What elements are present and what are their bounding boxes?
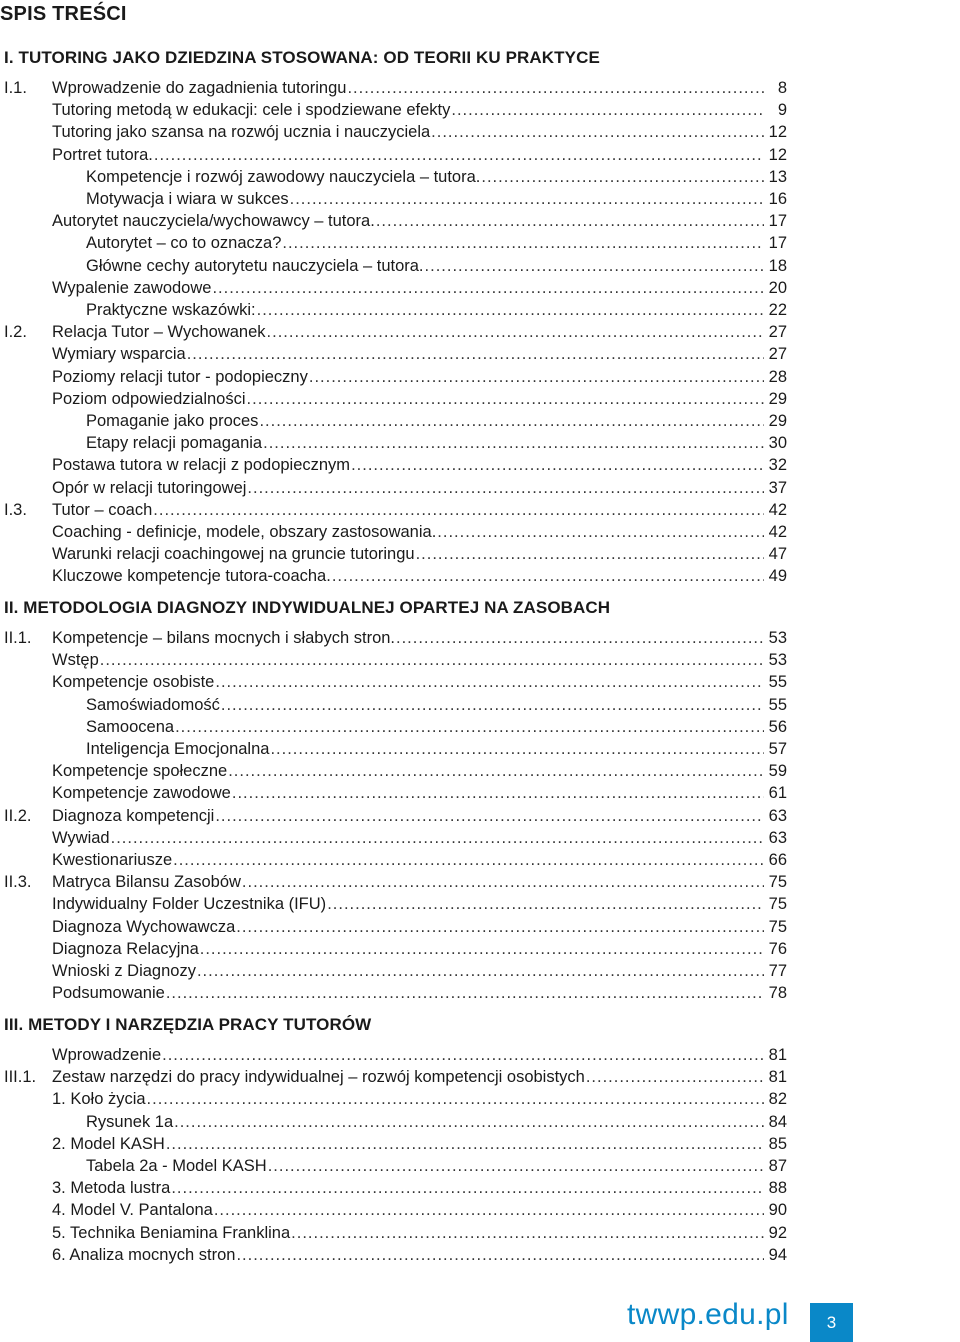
toc-entry[interactable] bbox=[52, 388, 787, 410]
toc-entry-title: Diagnoza Relacyjna bbox=[52, 939, 199, 958]
toc-entry-page: 29 bbox=[768, 389, 787, 408]
section-heading: I. TUTORING JAKO DZIEDZINA STOSOWANA: OD TEORII KU PRAKTYCE bbox=[4, 48, 600, 67]
toc-entry[interactable] bbox=[52, 849, 787, 871]
toc-entry-page: 8 bbox=[777, 79, 787, 97]
toc-entry-title: Pomaganie jako proces bbox=[86, 412, 259, 430]
toc-entry[interactable] bbox=[52, 782, 787, 804]
toc-entry-number: II.1. bbox=[4, 629, 32, 647]
toc-entry-page: 77 bbox=[768, 962, 787, 980]
toc-entry[interactable] bbox=[52, 477, 787, 499]
dot-leader bbox=[153, 499, 764, 521]
toc-entry-title: Kompetencje i rozwój zawodowy nauczyciela – tutora. bbox=[86, 167, 481, 186]
page-number-badge: 3 bbox=[810, 1303, 853, 1342]
toc-entry-page: 75 bbox=[768, 873, 787, 892]
toc-entry[interactable] bbox=[52, 543, 787, 565]
toc-entry-title: Motywacja i wiara w sukces bbox=[86, 190, 289, 208]
toc-entry-title: Wywiad bbox=[52, 828, 110, 847]
toc-entry-page: 61 bbox=[768, 784, 787, 803]
toc-entry[interactable] bbox=[52, 960, 787, 982]
dot-leader bbox=[270, 738, 764, 760]
toc-entry[interactable] bbox=[86, 432, 787, 454]
toc-entry-page: 28 bbox=[768, 367, 787, 386]
dot-leader bbox=[332, 565, 764, 587]
toc-entry[interactable] bbox=[52, 893, 787, 915]
toc-entry-page: 17 bbox=[768, 234, 787, 253]
toc-entry-title: Kompetencje zawodowe bbox=[52, 784, 231, 803]
dot-leader bbox=[174, 1111, 764, 1133]
toc-entry-page: 49 bbox=[768, 567, 787, 586]
dot-leader bbox=[282, 232, 764, 254]
toc-entry-title: Kluczowe kompetencje tutora-coacha. bbox=[52, 567, 331, 586]
toc-entry-title: Kompetencje społeczne bbox=[52, 762, 228, 781]
toc-entry-number: II.2. bbox=[4, 806, 32, 825]
dot-leader bbox=[236, 916, 764, 938]
toc-entry-page: 56 bbox=[768, 717, 787, 736]
toc-entry[interactable] bbox=[52, 649, 787, 671]
toc-entry-number: III.1. bbox=[4, 1068, 37, 1087]
toc-entry-page: 27 bbox=[768, 345, 787, 364]
dot-leader bbox=[247, 477, 764, 499]
toc-entry[interactable] bbox=[52, 343, 787, 365]
toc-entry-title: 2. Model KASH bbox=[52, 1134, 165, 1153]
toc-entry[interactable] bbox=[52, 1044, 787, 1066]
dot-leader bbox=[481, 166, 764, 188]
toc-entry-page: 42 bbox=[768, 500, 787, 519]
toc-entry[interactable] bbox=[86, 410, 787, 432]
toc-entry-page: 18 bbox=[768, 256, 787, 275]
toc-entry-title: Poziomy relacji tutor - podopieczny bbox=[52, 367, 308, 386]
toc-entry[interactable] bbox=[52, 938, 787, 960]
toc-entry-page: 81 bbox=[768, 1068, 787, 1087]
toc-entry[interactable] bbox=[52, 565, 787, 587]
toc-entry-title: Diagnoza Wychowawcza bbox=[52, 917, 236, 936]
dot-leader bbox=[162, 1044, 764, 1066]
dot-leader bbox=[214, 1199, 764, 1221]
dot-leader bbox=[259, 410, 764, 432]
toc-entry-page: 82 bbox=[768, 1090, 787, 1109]
toc-entry[interactable] bbox=[52, 121, 787, 143]
toc-entry-number: I.3. bbox=[4, 500, 27, 519]
dot-leader bbox=[215, 671, 764, 693]
toc-entry-title: Wymiary wsparcia bbox=[52, 345, 186, 364]
toc-entry[interactable] bbox=[52, 144, 787, 166]
toc-entry-page: 63 bbox=[768, 806, 787, 825]
section-heading: II. METODOLOGIA DIAGNOZY INDYWIDUALNEJ OPARTEJ NA ZASOBACH bbox=[4, 598, 611, 617]
toc-entry-title: 5. Technika Beniamina Franklina bbox=[52, 1223, 291, 1242]
toc-entry[interactable] bbox=[52, 1222, 787, 1244]
toc-entry-title: Rysunek 1a bbox=[86, 1112, 174, 1131]
toc-entry-page: 63 bbox=[768, 828, 787, 847]
toc-entry-title: 6. Analiza mocnych stron bbox=[52, 1245, 236, 1264]
toc-entry-title: Postawa tutora w relacji z podopiecznym bbox=[52, 456, 351, 475]
toc-entry-page: 22 bbox=[768, 301, 787, 319]
toc-entry-title: Kwestionariusze bbox=[52, 851, 173, 869]
dot-leader bbox=[347, 77, 764, 99]
footer-url[interactable]: twwp.edu.pl bbox=[627, 1298, 789, 1331]
toc-entry[interactable] bbox=[86, 694, 787, 716]
toc-entry-title: Samoocena bbox=[86, 717, 175, 736]
page-title: SPIS TREŚCI bbox=[0, 3, 127, 25]
dot-leader bbox=[376, 210, 764, 232]
dot-leader bbox=[309, 366, 764, 388]
toc-entry-title: Kompetencje – bilans mocnych i słabych stron. bbox=[52, 629, 396, 647]
toc-entry-title: Zestaw narzędzi do pracy indywidualnej – rozwój kompetencji osobistych bbox=[52, 1068, 585, 1087]
toc-entry-title: Etapy relacji pomagania bbox=[86, 434, 263, 453]
dot-leader bbox=[100, 649, 764, 671]
dot-leader bbox=[431, 121, 764, 143]
toc-entry-page: 76 bbox=[768, 939, 787, 958]
toc-entry[interactable] bbox=[52, 210, 787, 232]
toc-entry-title: Podsumowanie bbox=[52, 984, 165, 1003]
toc-entry[interactable] bbox=[4, 499, 787, 521]
dot-leader bbox=[200, 938, 764, 960]
dot-leader bbox=[228, 760, 764, 782]
toc-entry-page: 78 bbox=[768, 984, 787, 1003]
toc-entry[interactable] bbox=[86, 232, 787, 254]
toc-entry-page: 84 bbox=[768, 1112, 787, 1131]
dot-leader bbox=[173, 849, 764, 871]
toc-entry[interactable] bbox=[4, 627, 787, 649]
toc-entry[interactable] bbox=[52, 277, 787, 299]
toc-entry-title: Inteligencja Emocjonalna bbox=[86, 740, 270, 758]
toc-entry-title: Poziom odpowiedzialności bbox=[52, 389, 246, 408]
dot-leader bbox=[586, 1066, 764, 1088]
toc-entry[interactable] bbox=[52, 916, 787, 938]
toc-entry-page: 59 bbox=[768, 762, 787, 781]
toc-entry-page: 55 bbox=[768, 695, 787, 714]
dot-leader bbox=[171, 1177, 764, 1199]
toc-entry[interactable] bbox=[52, 760, 787, 782]
toc-entry-page: 12 bbox=[768, 123, 787, 142]
dot-leader bbox=[247, 388, 764, 410]
toc-entry-page: 55 bbox=[768, 673, 787, 692]
toc-entry-page: 42 bbox=[768, 523, 787, 541]
toc-entry-page: 87 bbox=[768, 1157, 787, 1175]
toc-entry-title: Relacja Tutor – Wychowanek bbox=[52, 323, 266, 342]
toc-entry-page: 53 bbox=[768, 629, 787, 647]
toc-entry-page: 37 bbox=[768, 478, 787, 497]
toc-entry-page: 17 bbox=[768, 212, 787, 231]
dot-leader bbox=[416, 543, 764, 565]
toc-entry[interactable] bbox=[52, 827, 787, 849]
dot-leader bbox=[232, 782, 764, 804]
toc-entry-page: 32 bbox=[768, 456, 787, 475]
dot-leader bbox=[327, 893, 764, 915]
dot-leader bbox=[221, 694, 764, 716]
toc-entry-page: 47 bbox=[768, 545, 787, 564]
toc-entry-title: Samoświadomość bbox=[86, 695, 220, 714]
toc-entry-title: Tutoring metodą w edukacji: cele i spodziewane efekty bbox=[52, 101, 451, 120]
dot-leader bbox=[166, 1133, 764, 1155]
toc-entry[interactable] bbox=[4, 805, 787, 827]
toc-entry[interactable] bbox=[52, 366, 787, 388]
toc-entry[interactable] bbox=[52, 671, 787, 693]
toc-entry[interactable] bbox=[86, 716, 787, 738]
toc-entry-page: 20 bbox=[768, 278, 787, 297]
toc-entry[interactable] bbox=[52, 1244, 787, 1266]
dot-leader bbox=[197, 960, 764, 982]
toc-entry[interactable] bbox=[86, 299, 787, 321]
toc-entry-page: 12 bbox=[768, 145, 787, 164]
dot-leader bbox=[290, 188, 764, 210]
toc-entry[interactable] bbox=[52, 1177, 787, 1199]
toc-entry-page: 16 bbox=[768, 190, 787, 208]
toc-entry-page: 27 bbox=[768, 323, 787, 342]
toc-entry-title: Wypalenie zawodowe bbox=[52, 278, 212, 297]
toc-entry-page: 13 bbox=[768, 167, 787, 186]
toc-entry-title: Wprowadzenie bbox=[52, 1046, 162, 1064]
toc-entry[interactable] bbox=[52, 1199, 787, 1221]
toc-entry-page: 9 bbox=[777, 101, 787, 120]
toc-entry-title: Wprowadzenie do zagadnienia tutoringu bbox=[52, 79, 347, 97]
toc-entry-page: 53 bbox=[768, 651, 787, 670]
dot-leader bbox=[351, 454, 764, 476]
toc-entry[interactable] bbox=[4, 871, 787, 893]
toc-entry[interactable] bbox=[52, 1088, 787, 1110]
toc-entry-title: Opór w relacji tutoringowej bbox=[52, 478, 247, 497]
toc-entry[interactable] bbox=[86, 1111, 787, 1133]
toc-entry-number: I.2. bbox=[4, 323, 27, 342]
toc-entry-title: Praktyczne wskazówki: bbox=[86, 301, 256, 319]
toc-entry[interactable] bbox=[4, 321, 787, 343]
toc-entry[interactable] bbox=[86, 738, 787, 760]
toc-entry[interactable] bbox=[86, 166, 787, 188]
dot-leader bbox=[111, 827, 764, 849]
toc-entry-number: II.3. bbox=[4, 873, 32, 892]
toc-entry-title: Warunki relacji coachingowej na gruncie tutoringu bbox=[52, 545, 415, 564]
toc-entry[interactable] bbox=[52, 454, 787, 476]
dot-leader bbox=[175, 716, 764, 738]
toc-entry-page: 75 bbox=[768, 895, 787, 914]
toc-entry-title: Autorytet – co to oznacza? bbox=[86, 234, 282, 253]
toc-entry-page: 90 bbox=[768, 1201, 787, 1220]
dot-leader bbox=[263, 432, 764, 454]
dot-leader bbox=[236, 1244, 764, 1266]
toc-entry-title: Portret tutora. bbox=[52, 145, 153, 164]
section-heading: III. METODY I NARZĘDZIA PRACY TUTORÓW bbox=[4, 1015, 372, 1034]
toc-entry-title: 4. Model V. Pantalona bbox=[52, 1201, 213, 1220]
toc-entry-title: 1. Koło życia bbox=[52, 1090, 146, 1109]
dot-leader bbox=[425, 255, 764, 277]
toc-entry-page: 88 bbox=[768, 1179, 787, 1198]
toc-entry-title: Autorytet nauczyciela/wychowawcy – tutora. bbox=[52, 212, 375, 231]
toc-entry-title: Coaching - definicje, modele, obszary zastosowania. bbox=[52, 523, 437, 541]
toc-entry-page: 66 bbox=[768, 851, 787, 869]
toc-entry[interactable] bbox=[86, 1155, 787, 1177]
toc-entry-title: Indywidualny Folder Uczestnika (IFU) bbox=[52, 895, 327, 914]
dot-leader bbox=[268, 1155, 764, 1177]
toc-entry[interactable] bbox=[52, 1133, 787, 1155]
toc-entry-title: Tutoring jako szansa na rozwój ucznia i nauczyciela bbox=[52, 123, 431, 142]
dot-leader bbox=[267, 321, 764, 343]
toc-entry-page: 75 bbox=[768, 917, 787, 936]
dot-leader bbox=[437, 521, 764, 543]
toc-entry-title: Diagnoza kompetencji bbox=[52, 806, 215, 825]
dot-leader bbox=[291, 1222, 764, 1244]
toc-entry[interactable] bbox=[86, 255, 787, 277]
toc-entry-title: Matryca Bilansu Zasobów bbox=[52, 873, 241, 892]
dot-leader bbox=[187, 343, 764, 365]
dot-leader bbox=[242, 871, 764, 893]
toc-entry-title: Wstęp bbox=[52, 651, 99, 670]
toc-entry-page: 81 bbox=[768, 1046, 787, 1064]
toc-entry-title: Tutor – coach bbox=[52, 500, 153, 519]
toc-entry-page: 85 bbox=[768, 1134, 787, 1153]
toc-entry-title: 3. Metoda lustra bbox=[52, 1179, 171, 1198]
toc-entry[interactable] bbox=[52, 99, 787, 121]
dot-leader bbox=[396, 627, 764, 649]
toc-entry[interactable] bbox=[4, 77, 787, 99]
dot-leader bbox=[147, 1088, 764, 1110]
toc-entry-title: Tabela 2a - Model KASH bbox=[86, 1157, 267, 1175]
dot-leader bbox=[166, 982, 764, 1004]
toc-entry[interactable] bbox=[86, 188, 787, 210]
dot-leader bbox=[451, 99, 764, 121]
toc-entry[interactable] bbox=[52, 982, 787, 1004]
dot-leader bbox=[215, 805, 764, 827]
toc-entry-number: I.1. bbox=[4, 79, 27, 97]
dot-leader bbox=[257, 299, 764, 321]
dot-leader bbox=[154, 144, 764, 166]
toc-entry-page: 30 bbox=[768, 434, 787, 453]
toc-entry[interactable] bbox=[4, 1066, 787, 1088]
toc-entry-page: 29 bbox=[768, 412, 787, 430]
toc-entry[interactable] bbox=[52, 521, 787, 543]
toc-entry-title: Wnioski z Diagnozy bbox=[52, 962, 196, 980]
toc-entry-page: 92 bbox=[768, 1223, 787, 1242]
toc-entry-title: Kompetencje osobiste bbox=[52, 673, 215, 692]
toc-entry-page: 57 bbox=[768, 740, 787, 758]
toc-entry-page: 94 bbox=[768, 1245, 787, 1264]
dot-leader bbox=[212, 277, 764, 299]
toc-entry-title: Główne cechy autorytetu nauczyciela – tutora. bbox=[86, 256, 424, 275]
